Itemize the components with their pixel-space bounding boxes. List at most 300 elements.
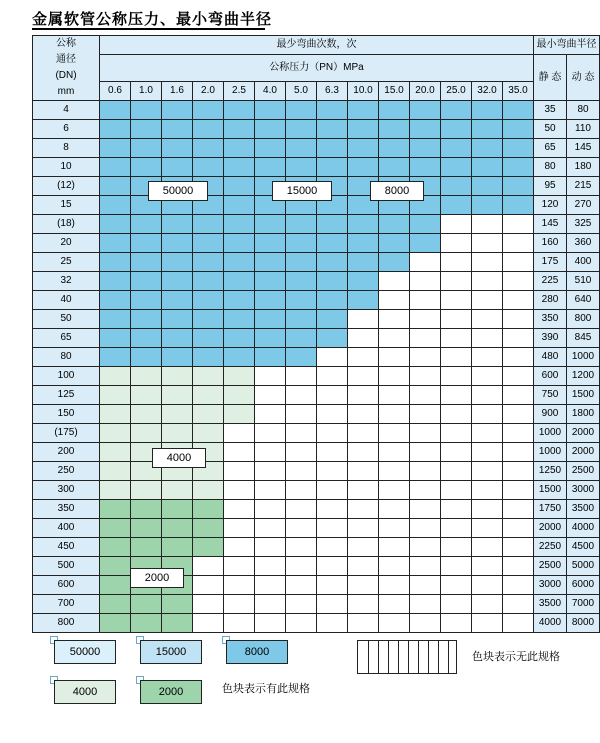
cell-dynamic-radius: 845 <box>567 329 600 348</box>
cell-pn <box>286 310 317 329</box>
table-row <box>33 310 600 329</box>
cell-pn <box>286 424 317 443</box>
cell-pn <box>224 538 255 557</box>
cell-pn <box>317 215 348 234</box>
cell-pn <box>131 329 162 348</box>
cell-pn <box>317 614 348 633</box>
value-callout-8000: 8000 <box>370 181 424 201</box>
cell-pn <box>348 158 379 177</box>
cell-pn <box>131 215 162 234</box>
cell-pn <box>379 158 410 177</box>
cell-pn <box>379 253 410 272</box>
cell-pn <box>379 576 410 595</box>
cell-pn <box>503 424 534 443</box>
header-pn-value-1: 1.0 <box>131 82 162 101</box>
cell-static-radius: 1500 <box>534 481 567 500</box>
value-callout-4000: 4000 <box>152 448 206 468</box>
cell-pn <box>472 576 503 595</box>
cell-pn <box>193 405 224 424</box>
cell-dynamic-radius: 110 <box>567 120 600 139</box>
cell-pn <box>410 481 441 500</box>
legend-chip-15000: 15000 <box>140 640 202 664</box>
cell-static-radius: 95 <box>534 177 567 196</box>
cell-pn <box>441 538 472 557</box>
cell-pn <box>162 101 193 120</box>
cell-pn <box>255 519 286 538</box>
cell-dn: 300 <box>33 481 100 500</box>
cell-pn <box>379 291 410 310</box>
cell-static-radius: 480 <box>534 348 567 367</box>
cell-pn <box>472 595 503 614</box>
header-pn-label: 公称压力（PN）MPa <box>100 55 534 82</box>
table-row <box>33 253 600 272</box>
cell-pn <box>348 443 379 462</box>
cell-pn <box>472 519 503 538</box>
cell-pn <box>193 291 224 310</box>
header-dn-line-0: 公称 <box>56 38 76 49</box>
cell-pn <box>379 557 410 576</box>
cell-dn: 80 <box>33 348 100 367</box>
cell-pn <box>503 139 534 158</box>
legend <box>32 632 568 722</box>
cell-static-radius: 900 <box>534 405 567 424</box>
cell-pn <box>255 215 286 234</box>
cell-pn <box>441 253 472 272</box>
table-row <box>33 367 600 386</box>
cell-dn: 125 <box>33 386 100 405</box>
cell-pn <box>162 310 193 329</box>
cell-pn <box>472 139 503 158</box>
cell-pn <box>410 386 441 405</box>
table-row <box>33 576 600 595</box>
cell-pn <box>255 557 286 576</box>
cell-dynamic-radius: 640 <box>567 291 600 310</box>
cell-pn <box>348 500 379 519</box>
cell-pn <box>286 557 317 576</box>
legend-chip-wrap-4000 <box>50 676 98 698</box>
cell-pn <box>348 538 379 557</box>
cell-static-radius: 50 <box>534 120 567 139</box>
cell-dynamic-radius: 1000 <box>567 348 600 367</box>
cell-pn <box>193 139 224 158</box>
cell-pn <box>100 557 131 576</box>
cell-pn <box>348 329 379 348</box>
cell-pn <box>162 386 193 405</box>
cell-pn <box>379 500 410 519</box>
cell-pn <box>317 386 348 405</box>
cell-pn <box>131 538 162 557</box>
cell-pn <box>255 234 286 253</box>
cell-static-radius: 750 <box>534 386 567 405</box>
cell-pn <box>162 424 193 443</box>
cell-dynamic-radius: 5000 <box>567 557 600 576</box>
cell-pn <box>100 139 131 158</box>
cell-pn <box>131 272 162 291</box>
cell-pn <box>131 519 162 538</box>
cell-pn <box>100 234 131 253</box>
cell-pn <box>317 139 348 158</box>
cell-pn <box>224 348 255 367</box>
cell-pn <box>193 424 224 443</box>
table-row <box>33 272 600 291</box>
cell-pn <box>286 158 317 177</box>
header-dn-line-3: mm <box>57 86 75 97</box>
cell-pn <box>472 329 503 348</box>
cell-dynamic-radius: 2000 <box>567 443 600 462</box>
cell-static-radius: 1250 <box>534 462 567 481</box>
cell-pn <box>193 386 224 405</box>
cell-pn <box>100 177 131 196</box>
cell-pn <box>441 234 472 253</box>
cell-pn <box>224 424 255 443</box>
cell-dn: (12) <box>33 177 100 196</box>
cell-pn <box>286 386 317 405</box>
cell-pn <box>348 424 379 443</box>
table-row <box>33 481 600 500</box>
cell-pn <box>131 234 162 253</box>
cell-pn <box>286 120 317 139</box>
cell-pn <box>472 481 503 500</box>
cell-dynamic-radius: 2500 <box>567 462 600 481</box>
cell-pn <box>441 481 472 500</box>
cell-pn <box>441 215 472 234</box>
cell-dynamic-radius: 215 <box>567 177 600 196</box>
cell-pn <box>193 614 224 633</box>
cell-pn <box>162 500 193 519</box>
cell-dn: 100 <box>33 367 100 386</box>
cell-pn <box>503 576 534 595</box>
cell-dynamic-radius: 3000 <box>567 481 600 500</box>
cell-pn <box>317 291 348 310</box>
cell-pn <box>100 538 131 557</box>
cell-pn <box>193 500 224 519</box>
table-row <box>33 215 600 234</box>
cell-pn <box>348 120 379 139</box>
cell-pn <box>441 291 472 310</box>
cell-pn <box>472 196 503 215</box>
cell-pn <box>410 101 441 120</box>
title-underline <box>32 28 265 30</box>
header-pn-value-10: 20.0 <box>410 82 441 101</box>
cell-pn <box>224 120 255 139</box>
cell-pn <box>162 348 193 367</box>
cell-pn <box>348 139 379 158</box>
cell-pn <box>503 500 534 519</box>
cell-pn <box>441 329 472 348</box>
cell-pn <box>100 500 131 519</box>
cell-pn <box>224 500 255 519</box>
cell-pn <box>379 386 410 405</box>
cell-pn <box>255 367 286 386</box>
cell-pn <box>410 614 441 633</box>
cell-pn <box>410 443 441 462</box>
cell-pn <box>162 158 193 177</box>
cell-pn <box>131 253 162 272</box>
cell-pn <box>503 405 534 424</box>
cell-pn <box>100 310 131 329</box>
cell-pn <box>100 443 131 462</box>
cell-pn <box>162 272 193 291</box>
cell-dn: (175) <box>33 424 100 443</box>
cell-pn <box>162 139 193 158</box>
cell-pn <box>255 614 286 633</box>
cell-pn <box>255 405 286 424</box>
cell-dn: 32 <box>33 272 100 291</box>
cell-pn <box>503 595 534 614</box>
cell-pn <box>379 519 410 538</box>
cell-pn <box>441 310 472 329</box>
cell-pn <box>441 158 472 177</box>
cell-pn <box>255 462 286 481</box>
cell-pn <box>131 158 162 177</box>
table-row <box>33 139 600 158</box>
header-pn-value-5: 4.0 <box>255 82 286 101</box>
cell-pn <box>472 253 503 272</box>
cell-dn: 450 <box>33 538 100 557</box>
cell-pn <box>131 386 162 405</box>
cell-pn <box>100 253 131 272</box>
cell-pn <box>224 443 255 462</box>
cell-pn <box>472 405 503 424</box>
cell-pn <box>503 196 534 215</box>
header-bend-count: 最少弯曲次数，次 <box>100 36 534 55</box>
cell-dn: 400 <box>33 519 100 538</box>
cell-pn <box>224 481 255 500</box>
cell-pn <box>255 348 286 367</box>
cell-pn <box>100 386 131 405</box>
cell-static-radius: 80 <box>534 158 567 177</box>
legend-chip-4000: 4000 <box>54 680 116 704</box>
value-callout-2000: 2000 <box>130 568 184 588</box>
cell-pn <box>193 215 224 234</box>
cell-pn <box>286 253 317 272</box>
cell-static-radius: 3500 <box>534 595 567 614</box>
cell-pn <box>441 177 472 196</box>
value-callout-15000: 15000 <box>272 181 332 201</box>
cell-dn: 150 <box>33 405 100 424</box>
cell-pn <box>379 139 410 158</box>
cell-pn <box>193 253 224 272</box>
cell-pn <box>224 158 255 177</box>
cell-pn <box>317 500 348 519</box>
cell-pn <box>503 158 534 177</box>
cell-pn <box>193 367 224 386</box>
cell-pn <box>503 557 534 576</box>
table-row <box>33 557 600 576</box>
cell-pn <box>410 424 441 443</box>
cell-pn <box>100 405 131 424</box>
cell-pn <box>348 405 379 424</box>
cell-pn <box>348 462 379 481</box>
header-pn-value-6: 5.0 <box>286 82 317 101</box>
cell-pn <box>503 101 534 120</box>
cell-pn <box>286 462 317 481</box>
cell-pn <box>100 196 131 215</box>
cell-pn <box>255 120 286 139</box>
legend-chip-wrap-50000 <box>50 636 101 658</box>
cell-pn <box>410 367 441 386</box>
cell-pn <box>193 595 224 614</box>
cell-dynamic-radius: 4500 <box>567 538 600 557</box>
table-row <box>33 424 600 443</box>
cell-pn <box>162 215 193 234</box>
cell-static-radius: 2250 <box>534 538 567 557</box>
table-row <box>33 348 600 367</box>
table-row <box>33 101 600 120</box>
cell-pn <box>348 595 379 614</box>
cell-dynamic-radius: 325 <box>567 215 600 234</box>
cell-static-radius: 120 <box>534 196 567 215</box>
cell-pn <box>286 234 317 253</box>
table-row <box>33 291 600 310</box>
cell-pn <box>472 158 503 177</box>
cell-pn <box>255 329 286 348</box>
cell-pn <box>131 367 162 386</box>
cell-pn <box>193 234 224 253</box>
cell-dn: 250 <box>33 462 100 481</box>
cell-dn: 700 <box>33 595 100 614</box>
cell-pn <box>348 386 379 405</box>
cell-pn <box>100 614 131 633</box>
cell-pn <box>224 595 255 614</box>
table-row <box>33 595 600 614</box>
cell-dn: (18) <box>33 215 100 234</box>
cell-pn <box>193 310 224 329</box>
cell-static-radius: 390 <box>534 329 567 348</box>
cell-dn: 200 <box>33 443 100 462</box>
cell-pn <box>379 462 410 481</box>
table-row <box>33 120 600 139</box>
header-pn-value-8: 10.0 <box>348 82 379 101</box>
cell-pn <box>100 576 131 595</box>
cell-pn <box>348 348 379 367</box>
cell-pn <box>503 310 534 329</box>
cell-pn <box>162 519 193 538</box>
cell-pn <box>224 557 255 576</box>
cell-pn <box>317 538 348 557</box>
cell-pn <box>193 348 224 367</box>
cell-pn <box>317 405 348 424</box>
cell-pn <box>100 291 131 310</box>
header-pn-value-3: 2.0 <box>193 82 224 101</box>
cell-pn <box>286 367 317 386</box>
cell-pn <box>441 462 472 481</box>
cell-static-radius: 3000 <box>534 576 567 595</box>
header-pn-value-2: 1.6 <box>162 82 193 101</box>
cell-pn <box>379 272 410 291</box>
cell-dynamic-radius: 360 <box>567 234 600 253</box>
legend-note-color: 色块表示有此规格 <box>222 683 310 695</box>
cell-pn <box>379 101 410 120</box>
cell-pn <box>224 101 255 120</box>
cell-pn <box>441 614 472 633</box>
cell-pn <box>193 538 224 557</box>
cell-dynamic-radius: 3500 <box>567 500 600 519</box>
cell-dynamic-radius: 7000 <box>567 595 600 614</box>
cell-pn <box>317 348 348 367</box>
cell-pn <box>317 595 348 614</box>
cell-static-radius: 2000 <box>534 519 567 538</box>
cell-pn <box>224 329 255 348</box>
cell-pn <box>162 367 193 386</box>
cell-pn <box>193 557 224 576</box>
cell-pn <box>503 291 534 310</box>
cell-pn <box>503 614 534 633</box>
cell-dn: 4 <box>33 101 100 120</box>
cell-pn <box>224 310 255 329</box>
cell-pn <box>441 348 472 367</box>
cell-pn <box>224 405 255 424</box>
cell-pn <box>348 367 379 386</box>
cell-pn <box>131 614 162 633</box>
cell-static-radius: 225 <box>534 272 567 291</box>
table-row <box>33 500 600 519</box>
cell-dynamic-radius: 8000 <box>567 614 600 633</box>
cell-dn: 50 <box>33 310 100 329</box>
cell-pn <box>224 614 255 633</box>
cell-pn <box>441 139 472 158</box>
cell-pn <box>286 272 317 291</box>
cell-pn <box>131 595 162 614</box>
cell-dynamic-radius: 1200 <box>567 367 600 386</box>
cell-dn: 6 <box>33 120 100 139</box>
cell-pn <box>255 291 286 310</box>
cell-pn <box>441 120 472 139</box>
cell-pn <box>410 462 441 481</box>
cell-pn <box>317 481 348 500</box>
cell-pn <box>472 215 503 234</box>
cell-pn <box>255 158 286 177</box>
cell-pn <box>286 139 317 158</box>
cell-pn <box>317 120 348 139</box>
cell-dynamic-radius: 1800 <box>567 405 600 424</box>
cell-pn <box>100 481 131 500</box>
cell-pn <box>224 576 255 595</box>
cell-pn <box>410 253 441 272</box>
cell-pn <box>472 538 503 557</box>
legend-chip-wrap-8000 <box>222 636 270 658</box>
cell-pn <box>286 538 317 557</box>
header-pn-value-4: 2.5 <box>224 82 255 101</box>
cell-pn <box>348 101 379 120</box>
header-radius: 最小弯曲半径 <box>534 36 600 55</box>
cell-pn <box>410 234 441 253</box>
cell-pn <box>255 424 286 443</box>
cell-static-radius: 600 <box>534 367 567 386</box>
cell-dynamic-radius: 510 <box>567 272 600 291</box>
cell-pn <box>255 443 286 462</box>
cell-pn <box>348 519 379 538</box>
cell-pn <box>472 614 503 633</box>
cell-pn <box>348 291 379 310</box>
cell-pn <box>441 101 472 120</box>
cell-pn <box>410 215 441 234</box>
cell-pn <box>224 367 255 386</box>
cell-pn <box>410 310 441 329</box>
cell-pn <box>503 443 534 462</box>
cell-pn <box>410 291 441 310</box>
cell-pn <box>224 177 255 196</box>
table-row <box>33 329 600 348</box>
cell-pn <box>193 120 224 139</box>
cell-pn <box>193 272 224 291</box>
legend-chip-8000: 8000 <box>226 640 288 664</box>
cell-dynamic-radius: 180 <box>567 158 600 177</box>
cell-pn <box>503 120 534 139</box>
cell-pn <box>503 234 534 253</box>
cell-static-radius: 175 <box>534 253 567 272</box>
cell-pn <box>286 405 317 424</box>
